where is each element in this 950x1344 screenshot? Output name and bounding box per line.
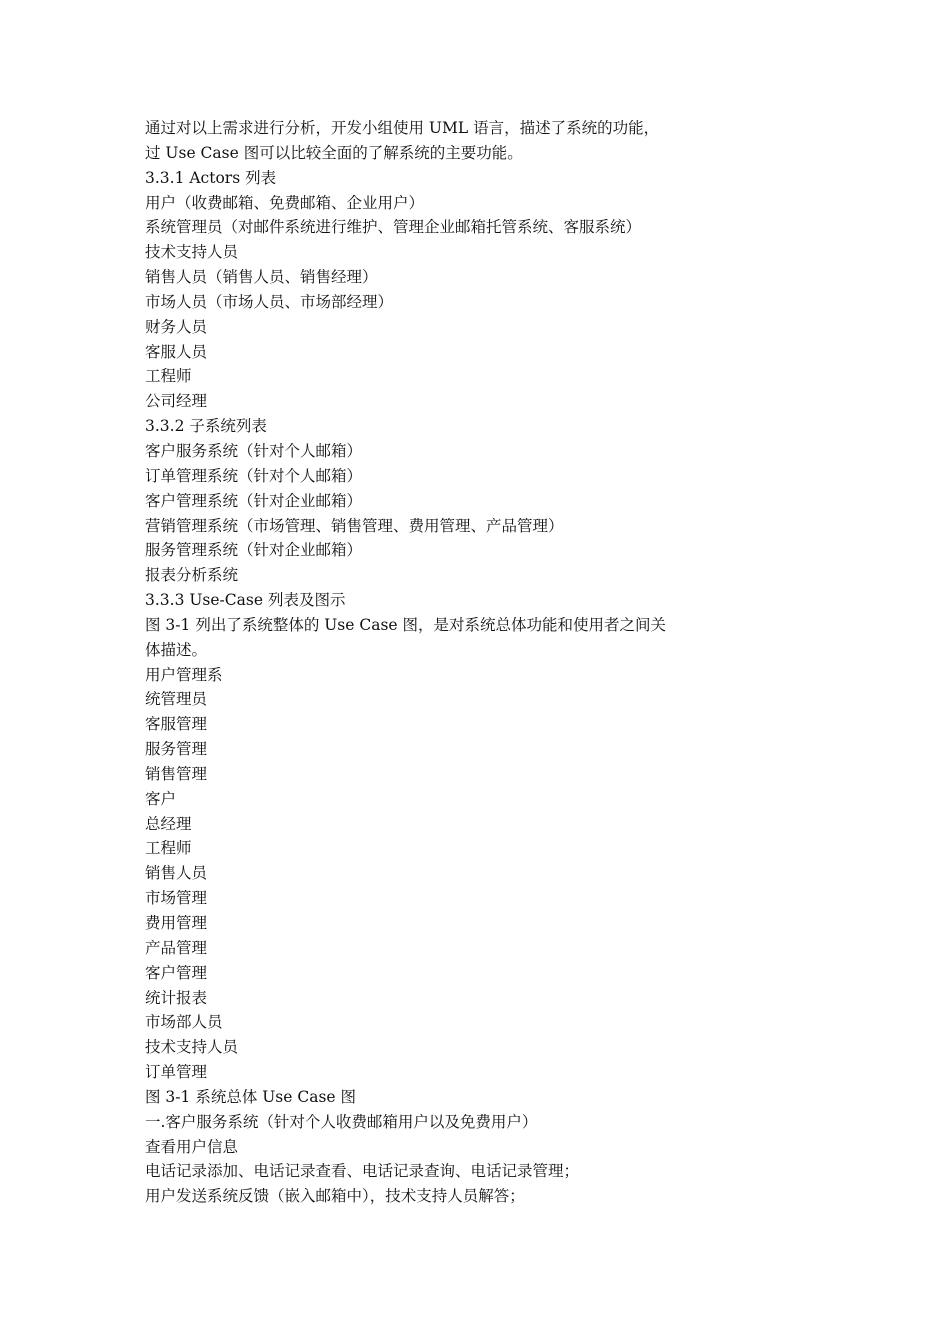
list-item: 客户管理系统（针对企业邮箱） [145, 491, 363, 510]
list-item: 服务管理系统（针对企业邮箱） [145, 541, 363, 560]
list-item: 市场人员（市场人员、市场部经理） [145, 292, 394, 311]
diagram-label: 技术支持人员 [145, 1038, 239, 1057]
list-item: 报表分析系统 [145, 566, 239, 585]
list-item: 客户服务系统（针对个人邮箱） [145, 441, 363, 460]
list-item: 用户（收费邮箱、免费邮箱、企业用户） [145, 193, 425, 212]
diagram-label: 费用管理 [145, 914, 208, 932]
list-item: 销售人员（销售人员、销售经理） [145, 268, 378, 287]
list-item: 用户发送系统反馈（嵌入邮箱中），技术支持人员解答； [145, 1187, 525, 1206]
paragraph-line: 通过对以上需求进行分析，开发小组使用 UML 语言，描述了系统的功能， [145, 119, 660, 137]
diagram-label: 用户管理系 [145, 665, 223, 684]
list-item: 订单管理系统（针对个人邮箱） [145, 466, 363, 485]
diagram-label: 订单管理 [145, 1063, 208, 1082]
diagram-label: 市场部人员 [145, 1013, 223, 1032]
diagram-label: 工程师 [145, 839, 192, 858]
paragraph-line: 过 Use Case 图可以比较全面的了解系统的主要功能。 [145, 143, 523, 162]
diagram-label: 统计报表 [145, 988, 208, 1007]
section-heading: 3.3.2 子系统列表 [145, 417, 267, 436]
paragraph-line: 图 3-1 列出了系统整体的 Use Case 图，是对系统总体功能和使用者之间关 [145, 615, 667, 634]
list-item: 工程师 [145, 367, 192, 386]
diagram-label: 产品管理 [145, 938, 208, 957]
section-heading: 3.3.3 Use-Case 列表及图示 [145, 591, 346, 610]
list-item: 电话记录添加、电话记录查看、电话记录查询、电话记录管理； [145, 1162, 580, 1181]
list-item: 技术支持人员 [145, 243, 239, 262]
list-item: 客服人员 [145, 342, 208, 361]
diagram-label: 统管理员 [145, 690, 208, 709]
diagram-label: 总经理 [145, 814, 192, 833]
paragraph-line: 体描述。 [145, 640, 208, 659]
list-item: 财务人员 [145, 317, 208, 336]
list-item: 公司经理 [145, 392, 208, 411]
diagram-label: 客户 [145, 789, 177, 808]
list-item: 营销管理系统（市场管理、销售管理、费用管理、产品管理） [145, 516, 564, 535]
section-heading: 3.3.1 Actors 列表 [145, 168, 277, 187]
diagram-label: 客服管理 [145, 715, 208, 734]
figure-caption: 图 3-1 系统总体 Use Case 图 [145, 1087, 357, 1106]
list-item: 系统管理员（对邮件系统进行维护、管理企业邮箱托管系统、客服系统） [145, 218, 642, 237]
diagram-label: 销售管理 [145, 764, 208, 783]
section-heading: 一.客户服务系统（针对个人收费邮箱用户以及免费用户） [145, 1112, 538, 1131]
diagram-label: 销售人员 [145, 864, 208, 883]
diagram-label: 市场管理 [145, 889, 208, 908]
document-body [145, 116, 765, 1209]
list-item: 查看用户信息 [145, 1137, 239, 1156]
diagram-label: 服务管理 [145, 740, 208, 759]
diagram-label: 客户管理 [145, 963, 208, 982]
